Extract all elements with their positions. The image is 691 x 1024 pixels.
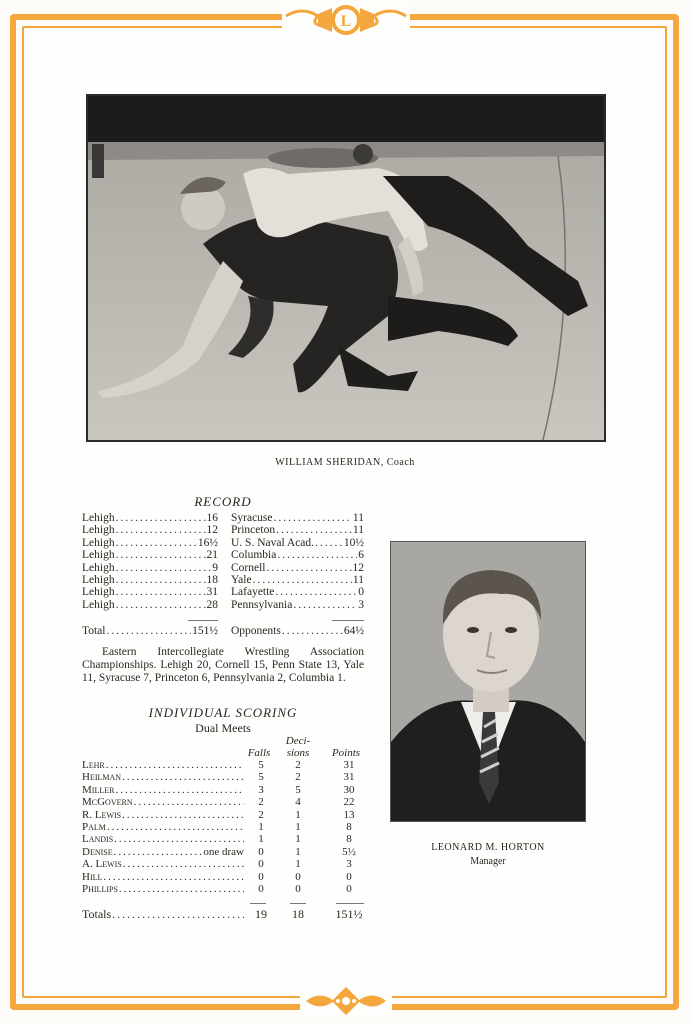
record-total-value: 151½ xyxy=(192,625,218,637)
record-row-lehigh xyxy=(82,586,218,599)
wrestler-name: Lehr xyxy=(82,759,105,771)
wrestler-falls: 5 xyxy=(258,759,264,771)
wrestler-falls: 0 xyxy=(258,870,264,883)
col-falls: Falls xyxy=(247,747,271,759)
scoring-row xyxy=(82,883,364,895)
record-opponent-score: 6 xyxy=(358,549,364,562)
record-opponent: Columbia xyxy=(231,549,277,562)
wrestler-points: 8 xyxy=(346,833,352,846)
record-score: 12 xyxy=(206,524,218,537)
record-row-lehigh xyxy=(82,512,218,525)
bottom-ornament xyxy=(300,984,392,1018)
wrestler-points: 31 xyxy=(343,759,355,771)
record-team: Lehigh xyxy=(82,549,115,562)
record-score: 21 xyxy=(206,549,218,562)
wrestler-decisions: 5 xyxy=(295,783,301,796)
scoring-row xyxy=(82,833,364,845)
wrestler-falls: 1 xyxy=(258,821,264,833)
wrestler-decisions: 4 xyxy=(295,796,301,809)
record-opponent: Pennsylvania xyxy=(231,598,293,611)
wrestler-falls: 2 xyxy=(258,796,264,809)
wrestler-name: R. Lewis xyxy=(82,808,122,821)
record-opponent-score: 11 xyxy=(352,524,364,537)
wrestler-note: one draw xyxy=(203,845,244,858)
record-team: Lehigh xyxy=(82,598,115,611)
record-team: Lehigh xyxy=(82,536,115,549)
record-team: Lehigh xyxy=(82,561,115,574)
record-total-rule xyxy=(188,620,218,621)
wrestler-points: 30 xyxy=(343,783,355,796)
record-opponent-score: 11 xyxy=(352,512,364,524)
record-team: Lehigh xyxy=(82,574,115,586)
opponents-total-label: Opponents xyxy=(231,625,281,637)
col-decisions-top: Deci- xyxy=(285,735,311,747)
coach-photo-caption: WILLIAM SHERIDAN, Coach xyxy=(275,457,415,468)
wrestler-decisions: 0 xyxy=(295,870,301,883)
scoring-row xyxy=(82,771,364,783)
record-opponent-score: 10½ xyxy=(343,536,364,549)
wrestler-decisions: 0 xyxy=(295,883,301,895)
wrestler-falls: 5 xyxy=(258,771,264,784)
wrestler-name: Heilman xyxy=(82,771,122,784)
scoring-row xyxy=(82,871,364,883)
record-opponent: Lafayette xyxy=(231,586,275,599)
wrestler-decisions: 2 xyxy=(295,771,301,784)
record-row-opponent xyxy=(231,537,364,550)
record-team: Lehigh xyxy=(82,524,115,537)
coach-role: Coach xyxy=(386,457,415,468)
ornament-letter: L xyxy=(340,13,352,30)
wrestler-name: A. Lewis xyxy=(82,858,122,871)
falls-total-rule xyxy=(250,903,266,904)
record-heading: RECORD xyxy=(194,494,252,509)
wrestler-falls: 3 xyxy=(258,783,264,796)
wrestler-points: 3 xyxy=(346,858,352,871)
record-opponent: Princeton xyxy=(231,524,276,537)
record-row-opponent xyxy=(231,586,364,599)
manager-portrait-photo xyxy=(390,541,586,822)
wrestler-points: 8 xyxy=(346,821,352,833)
record-opponent-score: 3 xyxy=(358,598,364,611)
wrestler-name: Denise xyxy=(82,845,113,858)
scoring-row xyxy=(82,821,364,833)
record-row-lehigh xyxy=(82,537,218,550)
wrestling-photo xyxy=(86,94,606,442)
wrestler-falls: 2 xyxy=(258,808,264,821)
col-points: Points xyxy=(331,747,361,759)
wrestler-decisions: 1 xyxy=(295,808,301,821)
record-score: 28 xyxy=(206,598,218,611)
coach-name: WILLIAM SHERIDAN xyxy=(275,457,381,468)
record-row-opponent xyxy=(231,574,364,587)
scoring-totals-row xyxy=(82,908,364,920)
scoring-row xyxy=(82,846,364,858)
record-row-opponent xyxy=(231,599,364,612)
manager-role: Manager xyxy=(470,856,506,867)
wrestler-points: 13 xyxy=(343,808,355,821)
top-ornament-emblem xyxy=(282,2,410,40)
wrestler-name: Landis xyxy=(82,833,114,846)
scoring-row xyxy=(82,759,364,771)
totals-points: 151½ xyxy=(335,907,363,921)
record-row-lehigh xyxy=(82,549,218,562)
totals-decisions: 18 xyxy=(292,907,304,921)
record-row-opponent xyxy=(231,524,364,537)
wrestler-falls: 0 xyxy=(258,858,264,871)
record-opponent-score: 11 xyxy=(352,574,364,586)
record-total-label: Total xyxy=(82,625,106,637)
record-opponent-score: 0 xyxy=(358,586,364,599)
decisions-total-rule xyxy=(290,903,306,904)
totals-label: Totals xyxy=(82,907,112,921)
manager-name: LEONARD M. HORTON xyxy=(431,842,545,853)
wrestler-falls: 0 xyxy=(258,845,264,858)
record-total-row xyxy=(82,625,218,638)
wrestler-decisions: 1 xyxy=(295,858,301,871)
opponents-total-row xyxy=(231,625,364,638)
record-score: 9 xyxy=(212,561,218,574)
wrestler-name: Phillips xyxy=(82,883,118,895)
record-row-opponent xyxy=(231,549,364,562)
opponents-total-value: 64½ xyxy=(343,625,364,637)
wrestler-name: Miller xyxy=(82,783,115,796)
wrestler-decisions: 1 xyxy=(295,821,301,833)
record-opponent: Cornell xyxy=(231,561,266,574)
record-row-lehigh xyxy=(82,562,218,575)
record-team: Lehigh xyxy=(82,586,115,599)
wrestler-points: 5½ xyxy=(342,845,356,858)
scoring-row xyxy=(82,784,364,796)
record-score: 18 xyxy=(206,574,218,586)
record-opponent: Syracuse xyxy=(231,512,273,524)
record-team: Lehigh xyxy=(82,512,115,524)
record-opponent: Yale xyxy=(231,574,252,586)
wrestler-name: Hill xyxy=(82,870,103,883)
championship-paragraph: Eastern Intercollegiate Wrestling Association Championships. Lehigh 20, Cornell 15, Penn State 13, Yale 11, Syracuse 7, Princeton 6, Pennsylvania 2, Columbia 1. xyxy=(82,646,364,685)
record-opponent-score: 12 xyxy=(352,561,364,574)
wrestler-falls: 0 xyxy=(258,883,264,895)
record-row-opponent xyxy=(231,562,364,575)
wrestler-name: McGovern xyxy=(82,796,133,809)
record-row-opponent xyxy=(231,512,364,525)
wrestler-decisions: 1 xyxy=(295,845,301,858)
individual-scoring-heading: INDIVIDUAL SCORING xyxy=(148,705,298,720)
wrestler-points: 0 xyxy=(346,870,352,883)
points-total-rule xyxy=(336,903,364,904)
wrestler-decisions: 2 xyxy=(295,759,301,771)
opponents-total-rule xyxy=(332,620,364,621)
scoring-row xyxy=(82,858,364,870)
wrestler-points: 0 xyxy=(346,883,352,895)
record-score: 31 xyxy=(206,586,218,599)
scoring-row xyxy=(82,796,364,808)
record-score: 16½ xyxy=(197,536,218,549)
record-row-lehigh xyxy=(82,599,218,612)
wrestler-name: Palm xyxy=(82,821,106,833)
dual-meets-subheading: Dual Meets xyxy=(195,721,251,735)
record-row-lehigh xyxy=(82,524,218,537)
wrestler-falls: 1 xyxy=(258,833,264,846)
record-opponent: U. S. Naval Acad. xyxy=(231,536,315,549)
wrestler-decisions: 1 xyxy=(295,833,301,846)
col-decisions-bottom: sions xyxy=(286,747,310,759)
scoring-row xyxy=(82,809,364,821)
totals-falls: 19 xyxy=(255,907,267,921)
record-score: 16 xyxy=(206,512,218,524)
wrestler-points: 22 xyxy=(343,796,355,809)
wrestler-points: 31 xyxy=(343,771,355,784)
record-row-lehigh xyxy=(82,574,218,587)
